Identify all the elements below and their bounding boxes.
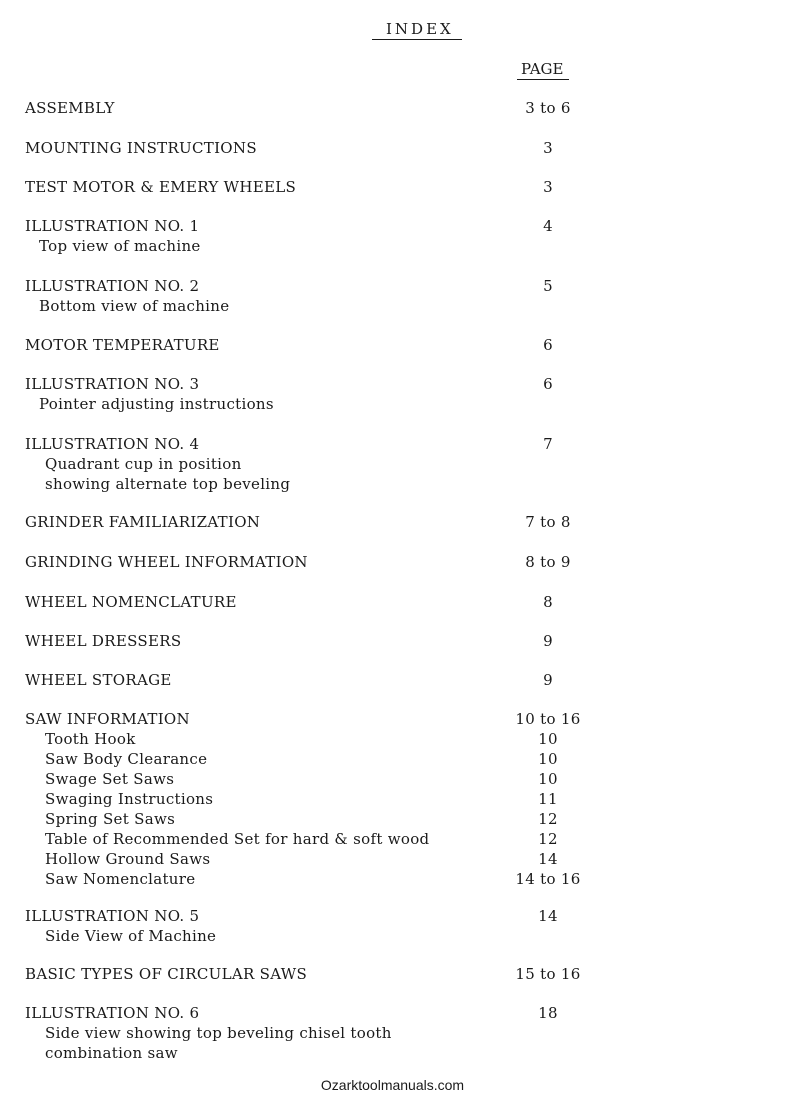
sub-entry-title: Table of Recommended Set for hard & soft wood bbox=[45, 830, 430, 848]
entry-title: GRINDING WHEEL INFORMATION bbox=[25, 553, 308, 571]
entry-subtitle: showing alternate top beveling bbox=[45, 475, 291, 493]
index-entry bbox=[25, 709, 585, 889]
sub-entry bbox=[25, 829, 585, 849]
entry-page: 14 bbox=[538, 907, 558, 925]
entry-page: 3 bbox=[543, 178, 553, 196]
sub-entry-title: Hollow Ground Saws bbox=[45, 850, 211, 868]
sub-entry bbox=[25, 789, 585, 809]
sub-entry-title: Spring Set Saws bbox=[45, 810, 176, 828]
entry-subtitle: Side View of Machine bbox=[45, 927, 217, 945]
entry-page: 9 bbox=[543, 632, 553, 650]
sub-entry-title: Swage Set Saws bbox=[45, 770, 175, 788]
entry-title: ILLUSTRATION NO. 4 bbox=[25, 435, 200, 453]
index-entry bbox=[25, 964, 585, 984]
entry-title: MOTOR TEMPERATURE bbox=[25, 336, 220, 354]
index-entry bbox=[25, 906, 585, 946]
entry-page: 7 to 8 bbox=[525, 513, 571, 531]
entry-title: SAW INFORMATION bbox=[25, 710, 190, 728]
index-entry bbox=[25, 335, 585, 355]
entry-title: ILLUSTRATION NO. 2 bbox=[25, 277, 200, 295]
sub-entry-page: 10 bbox=[538, 750, 558, 768]
sub-entry bbox=[25, 869, 585, 889]
index-entry bbox=[25, 216, 585, 256]
sub-entry-page: 10 bbox=[538, 730, 558, 748]
entry-subtitle: Pointer adjusting instructions bbox=[39, 395, 274, 413]
index-title: INDEX bbox=[372, 20, 462, 40]
index-entry bbox=[25, 374, 585, 414]
entry-subtitle: Side view showing top beveling chisel tooth bbox=[45, 1024, 392, 1042]
footer-url: Ozarktoolmanuals.com bbox=[320, 1077, 465, 1093]
sub-entry-title: Saw Body Clearance bbox=[45, 750, 208, 768]
entry-title: ILLUSTRATION NO. 3 bbox=[25, 375, 200, 393]
entry-title: WHEEL DRESSERS bbox=[25, 632, 182, 650]
sub-entry bbox=[25, 729, 585, 749]
entry-title: GRINDER FAMILIARIZATION bbox=[25, 513, 261, 531]
sub-entry-page: 12 bbox=[538, 810, 558, 828]
sub-entry-page: 10 bbox=[538, 770, 558, 788]
entry-page: 15 to 16 bbox=[515, 965, 581, 983]
entry-title: BASIC TYPES OF CIRCULAR SAWS bbox=[25, 965, 308, 983]
entry-subtitle: Quadrant cup in position bbox=[45, 455, 242, 473]
entry-page: 10 to 16 bbox=[515, 710, 581, 728]
entry-page: 7 bbox=[543, 435, 553, 453]
index-entry bbox=[25, 177, 585, 197]
index-entry bbox=[25, 276, 585, 316]
index-entry bbox=[25, 98, 585, 118]
index-entry bbox=[25, 552, 585, 572]
entry-page: 8 bbox=[543, 593, 553, 611]
entry-title: MOUNTING INSTRUCTIONS bbox=[25, 139, 257, 157]
sub-entry-page: 11 bbox=[538, 790, 558, 808]
entry-page: 5 bbox=[543, 277, 553, 295]
entry-title: ILLUSTRATION NO. 5 bbox=[25, 907, 200, 925]
index-entry bbox=[25, 592, 585, 612]
entry-page: 4 bbox=[543, 217, 553, 235]
page-column-header: PAGE bbox=[517, 60, 569, 80]
index-entry bbox=[25, 434, 585, 494]
index-entry bbox=[25, 512, 585, 532]
sub-entry bbox=[25, 769, 585, 789]
entry-page: 18 bbox=[538, 1004, 558, 1022]
index-entry bbox=[25, 670, 585, 690]
entry-page: 9 bbox=[543, 671, 553, 689]
sub-entry-title: Saw Nomenclature bbox=[45, 870, 196, 888]
entry-page: 3 to 6 bbox=[525, 99, 571, 117]
entry-subtitle: Bottom view of machine bbox=[39, 297, 230, 315]
sub-entry-title: Tooth Hook bbox=[45, 730, 136, 748]
sub-entry-title: Swaging Instructions bbox=[45, 790, 214, 808]
index-entry bbox=[25, 138, 585, 158]
index-entry bbox=[25, 631, 585, 651]
entry-subtitle: Top view of machine bbox=[39, 237, 201, 255]
entry-title: ILLUSTRATION NO. 6 bbox=[25, 1004, 200, 1022]
sub-entry bbox=[25, 809, 585, 829]
entry-title: ASSEMBLY bbox=[25, 99, 115, 117]
entry-page: 6 bbox=[543, 336, 553, 354]
entry-page: 3 bbox=[543, 139, 553, 157]
sub-entry-page: 14 to 16 bbox=[515, 870, 581, 888]
entry-page: 8 to 9 bbox=[525, 553, 571, 571]
entry-title: WHEEL NOMENCLATURE bbox=[25, 593, 237, 611]
index-entry bbox=[25, 1003, 585, 1063]
sub-entry bbox=[25, 749, 585, 769]
sub-entry-page: 12 bbox=[538, 830, 558, 848]
sub-entry-page: 14 bbox=[538, 850, 558, 868]
sub-entry bbox=[25, 849, 585, 869]
entry-page: 6 bbox=[543, 375, 553, 393]
entry-title: TEST MOTOR & EMERY WHEELS bbox=[25, 178, 297, 196]
entry-title: ILLUSTRATION NO. 1 bbox=[25, 217, 200, 235]
entry-title: WHEEL STORAGE bbox=[25, 671, 172, 689]
entry-subtitle: combination saw bbox=[45, 1044, 178, 1062]
